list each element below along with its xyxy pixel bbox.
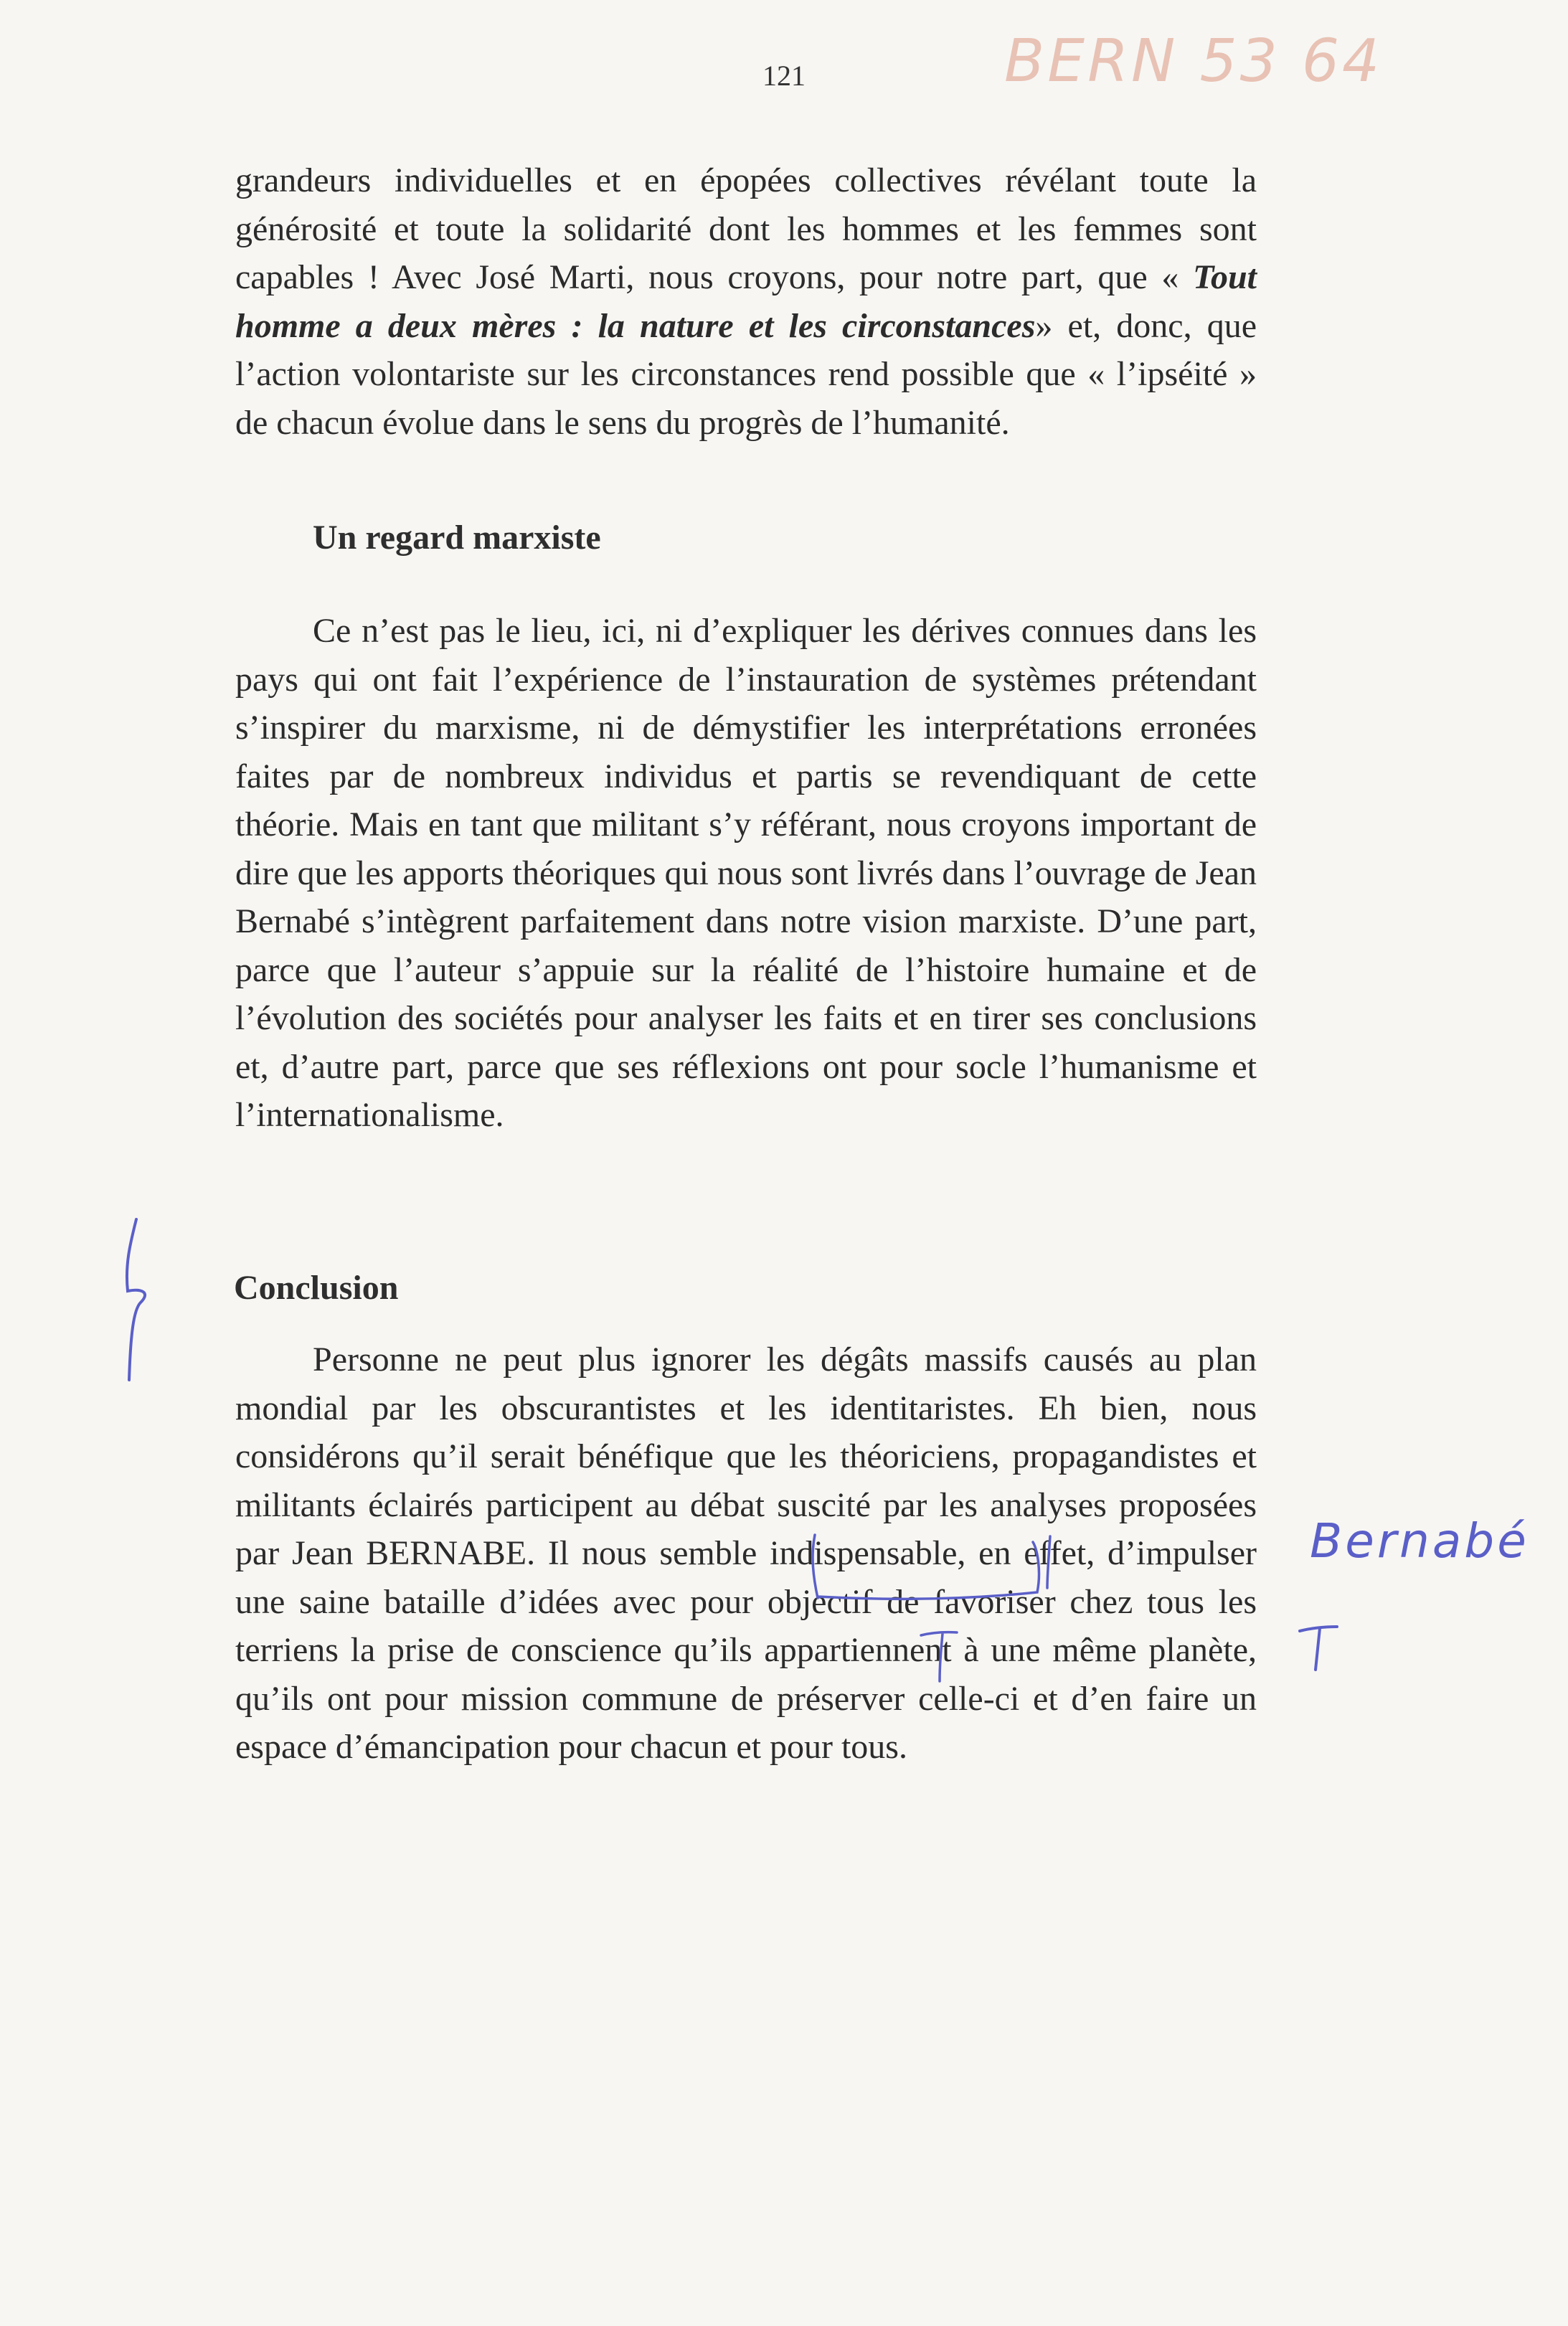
page-number: 121	[762, 60, 806, 92]
para2-text: Ce n’est pas le lieu, ici, ni d’expliquer les dérives connues dans les pays qui ont fait l’expérience de l’instauration de systèmes prétendant s’inspirer du marxisme, ni de démystifier les interprétations erronées faites par de nombreux individus et partis se revendiquant de cette théorie. Mais en tant que militant s’y référant, nous croyons important de dire que les apports théoriques qui nous sont livrés dans l’ouvrage de Jean Bernabé s’intègrent parfaitement dans notre vision marxiste. D’une part, parce que l’auteur s’appuie sur la réalité de l’histoire humaine et de l’évolution des sociétés pour analyser les faits et en tirer ses conclusions et, d’autre part, parce que ses réflexions ont pour socle l’humanisme et l’internationalisme.	[235, 612, 1257, 1134]
t-mark-icon	[1297, 1622, 1340, 1673]
para1-text-after: » et, donc, que l’action volontariste sur les circonstances rend possible que « l’ipséité » de chacun évolue dans le sens du progrès de l’humanité.	[235, 306, 1257, 442]
paragraph-1	[235, 156, 1257, 447]
archive-reference-note: BERN 53 64	[1004, 27, 1383, 95]
jose-marti-quote: Tout homme a deux mères : la nature et les circonstances	[235, 258, 1257, 345]
para1-text-before: grandeurs individuelles et en épopées collectives révélant toute la générosité et toute la solidarité dont les hommes et les femmes sont capables ! Avec José Marti, nous croyons, pour notre part, que «	[235, 161, 1257, 296]
para3-text: Personne ne peut plus ignorer les dégâts massifs causés au plan mondial par les obscurantistes et les identitaristes. Eh bien, nous considérons qu’il serait bénéfique que les théoriciens, propagandistes et militants éclairés participent au débat suscité par les analyses proposées par Jean BERNABE. Il nous semble indispensable, en effet, d’impulser une saine bataille d’idées avec pour objectif de favoriser chez tous les terriens la prise de conscience qu’ils appartiennent à une même planète, qu’ils ont pour mission commune de préserver celle-ci et d’en faire un espace d’émancipation pour chacun et pour tous.	[235, 1341, 1257, 1766]
paragraph-3	[235, 1335, 1257, 1772]
section-heading-marxist: Un regard marxiste	[313, 519, 601, 557]
paragraph-2	[235, 607, 1257, 1140]
section-heading-conclusion: Conclusion	[234, 1269, 399, 1307]
bracket-mark-icon	[109, 1214, 159, 1386]
margin-note-bernabe: Bernabé	[1310, 1513, 1529, 1569]
